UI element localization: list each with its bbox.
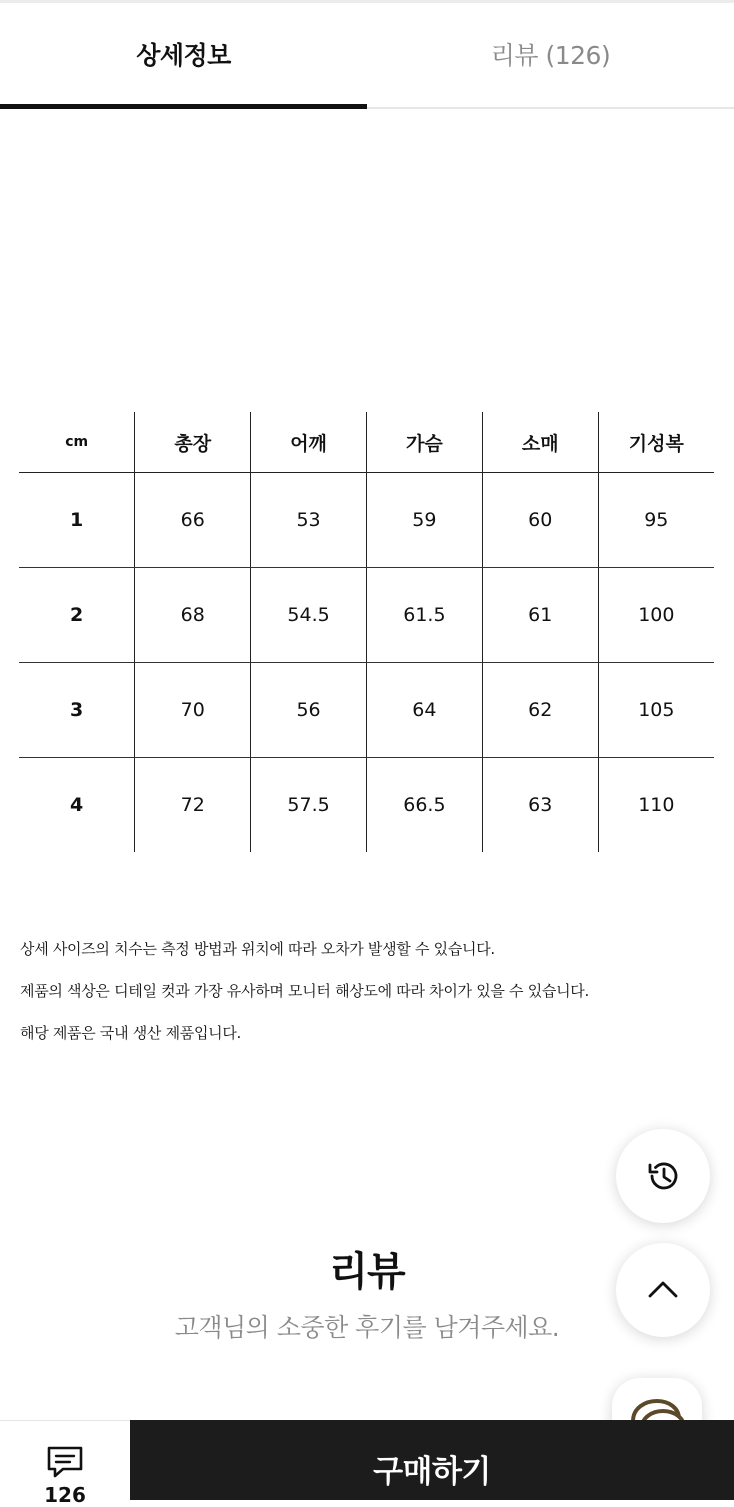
table-cell: 61.5 (366, 568, 482, 663)
size-label: 3 (19, 663, 135, 758)
note-origin: 해당 제품은 국내 생산 제품입니다. (20, 1024, 242, 1042)
table-cell: 110 (598, 758, 714, 853)
chevron-up-icon (645, 1272, 681, 1308)
table-cell: 66.5 (366, 758, 482, 853)
column-header: 총장 (135, 412, 251, 473)
bottom-action-bar (0, 1420, 734, 1507)
tab-detail[interactable]: 상세정보 (136, 41, 231, 70)
history-icon (643, 1156, 683, 1196)
table-row (19, 663, 714, 758)
comment-icon (46, 1445, 84, 1479)
tab-review[interactable]: 리뷰 (126) (490, 41, 611, 70)
table-cell: 59 (366, 473, 482, 568)
table-cell: 70 (135, 663, 251, 758)
size-label: 1 (19, 473, 135, 568)
table-row (19, 758, 714, 853)
table-cell: 54.5 (251, 568, 367, 663)
review-section-title: 리뷰 (329, 1249, 405, 1295)
table-row (19, 473, 714, 568)
size-table (19, 412, 714, 852)
recent-history-button[interactable] (616, 1129, 710, 1223)
column-header: 소매 (482, 412, 598, 473)
detail-tabs (0, 3, 734, 109)
review-count: 126 (44, 1483, 86, 1507)
table-cell: 64 (366, 663, 482, 758)
table-cell: 95 (598, 473, 714, 568)
size-label: 2 (19, 568, 135, 663)
table-row (19, 568, 714, 663)
table-cell: 56 (251, 663, 367, 758)
product-notes (20, 928, 710, 1054)
active-tab-indicator (0, 104, 367, 109)
table-cell: 68 (135, 568, 251, 663)
table-cell: 57.5 (251, 758, 367, 853)
scroll-to-top-button[interactable] (616, 1243, 710, 1337)
column-header: 기성복 (598, 412, 714, 473)
table-cell: 66 (135, 473, 251, 568)
unit-header: cm (19, 412, 135, 473)
column-header: 어깨 (251, 412, 367, 473)
size-table-header (19, 412, 714, 473)
buy-button[interactable]: 구매하기 (130, 1420, 734, 1500)
note-color: 제품의 색상은 디테일 컷과 가장 유사하며 모니터 해상도에 따라 차이가 있을 수 있습니다. (20, 982, 589, 1000)
table-cell: 100 (598, 568, 714, 663)
table-cell: 60 (482, 473, 598, 568)
review-section-subtitle: 고객님의 소중한 후기를 남겨주세요. (174, 1313, 560, 1342)
table-cell: 63 (482, 758, 598, 853)
table-cell: 105 (598, 663, 714, 758)
column-header: 가슴 (366, 412, 482, 473)
table-cell: 53 (251, 473, 367, 568)
note-measurement: 상세 사이즈의 치수는 측정 방법과 위치에 따라 오차가 발생할 수 있습니다. (20, 940, 495, 958)
review-shortcut-button[interactable] (0, 1420, 130, 1507)
table-cell: 62 (482, 663, 598, 758)
table-cell: 72 (135, 758, 251, 853)
size-label: 4 (70, 794, 84, 816)
table-cell: 61 (482, 568, 598, 663)
